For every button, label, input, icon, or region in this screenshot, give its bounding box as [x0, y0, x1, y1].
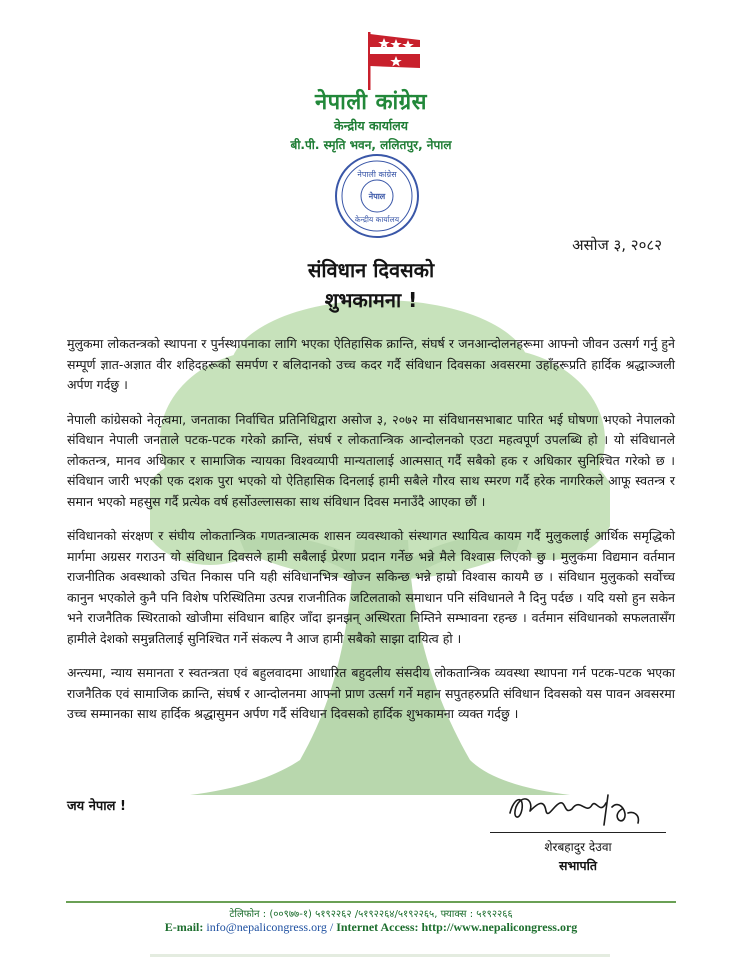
signer-title: सभापति	[559, 858, 597, 873]
signature-line	[490, 832, 666, 833]
email-label: E-mail:	[164, 920, 204, 934]
footer-divider	[66, 901, 676, 903]
email-link[interactable]: info@nepalicongress.org	[206, 920, 327, 934]
office-seal-icon	[333, 152, 421, 240]
signer-name: शेरबहादुर देउवा	[544, 840, 612, 854]
footer-contact	[0, 920, 742, 935]
seal-top-text: नेपाली कांग्रेस	[357, 170, 397, 179]
body-paragraph: संविधानको संरक्षण र संघीय लोकतान्त्रिक गणतन्त्रात्मक शासन व्यवस्थाको संस्थागत स्थायित्व कायम गर्दै मुलुकलाई आर्थिक समृद्धिको मार्गमा अग्रसर गराउन यो संविधान दिवसले हामी सबैलाई प्रेरणा प्रदान गर्नेछ भन्ने मैले विश्वास लिएको छु । मुलुकमा विद्यमान वर्तमान राजनीतिक अवस्थाको उचित निकास पनि यही संविधानभित्र खोज्न सकिन्छ भन्ने हाम्रो विश्वास कायमै छ । संविधान मुलुकको सर्वोच्च कानुन भएकोले कुनै पनि विशेष परिस्थितिमा उत्पन्न राजनीतिक जटिलताको समाधान पनि संविधानले नै दिनु पर्दछ । यदि यसो हुन सकेन भने राजनैतिक स्थिरताको खोजीमा संविधान बाहिर जाँदा झनझन् अस्थिरता निम्तिने सम्भावना रहन्छ । वर्तमान संविधानको सफलतासँग हामीले देशको समुन्नतिलाई सुनिश्चित गर्ने संकल्प नै आज हामी सबैको साझा दायित्व हो ।	[67, 528, 676, 646]
letter-body	[67, 334, 675, 739]
website-link[interactable]: http://www.nepalicongress.org	[421, 920, 578, 934]
body-paragraph: नेपाली कांग्रेसको नेतृत्वमा, जनताका निर्वाचित प्रतिनिधिद्वारा असोज ३, २०७२ मा संविधानसभाबाट पारित भई घोषणा भएको नेपालको संविधान नेपाली जनताले पटक-पटक गरेको क्रान्ति, संघर्ष र लोकतान्त्रिक आन्दोलनको एउटा महत्वपूर्ण उपलब्धि हो । यो संविधानले लोकतन्त्र, मानव अधिकार र सामाजिक न्यायका विश्वव्यापी मान्यतालाई आत्मसात् गर्दै सबैको हक र अधिकार सुनिश्चित गरेको छ । संविधान जारी भएको एक दशक पुरा भएको यो ऐतिहासिक दिनलाई हामी सबैले गौरव साथ स्मरण गर्दै हरेक नागरिकले आफू स्वतन्त्र र समान भएको महसुस गर्दै प्रत्येक वर्ष हर्सोउल्लासका साथ संविधान दिवस मनाउँदै आएका छौं ।	[67, 411, 675, 509]
seal-bottom-text: केन्द्रीय कार्यालय	[354, 215, 400, 224]
body-paragraph: मुलुकमा लोकतन्त्रको स्थापना र पुर्नस्थापनाका लागि भएका ऐतिहासिक क्रान्ति, संघर्ष र जनआन्दोलनहरूमा आफ्नो जीवन उत्सर्ग गर्नु हुने सम्पूर्ण ज्ञात-अज्ञात वीर शहिदहरूको समर्पण र बलिदानको उच्च कदर गर्दै संविधान दिवसका अवसरमा उहाँहरूप्रति हार्दिक श्रद्धाञ्जली अर्पण गर्दछु ।	[67, 336, 675, 392]
handwritten-signature-icon	[500, 785, 650, 833]
letter-title: संविधान दिवसको	[307, 258, 435, 282]
closing-salutation: जय नेपाल !	[67, 799, 126, 814]
footer-phone: टेलिफोन : (००९७७-१) ५१९२२६२ /५१९२२६४/५१९२२६५, फ्याक्स : ५१९२२६६	[229, 909, 513, 920]
office-name: केन्द्रीय कार्यालय	[334, 118, 408, 133]
letter-subtitle: शुभकामना !	[324, 288, 418, 312]
web-label: Internet Access:	[336, 920, 419, 934]
party-flag-icon	[362, 30, 422, 92]
org-name: नेपाली कांग्रेस	[314, 90, 428, 115]
seal-center-text: नेपाल	[368, 192, 386, 201]
next-page-bleed	[150, 950, 610, 960]
body-paragraph: अन्त्यमा, न्याय समानता र स्वतन्त्रता एवं बहुलवादमा आधारित बहुदलीय संसदीय लोकतान्त्रिक व्यवस्था स्थापना गर्न पटक-पटक भएका राजनैतिक एवं सामाजिक क्रान्ति, संघर्ष र आन्दोलनमा आफ्नो प्राण उत्सर्ग गर्ने महान सपुतहरुप्रति संविधान दिवसको यस पावन अवसरमा उच्च सम्मानका साथ हार्दिक श्रद्धासुमन अर्पण गर्दै संविधान दिवसको हार्दिक शुभकामना व्यक्त गर्दछु ।	[67, 665, 675, 721]
office-address: बी.पी. स्मृति भवन, ललितपुर, नेपाल	[290, 138, 452, 152]
footer-separator: /	[329, 920, 334, 934]
letter-date: असोज ३, २०८२	[572, 236, 662, 254]
